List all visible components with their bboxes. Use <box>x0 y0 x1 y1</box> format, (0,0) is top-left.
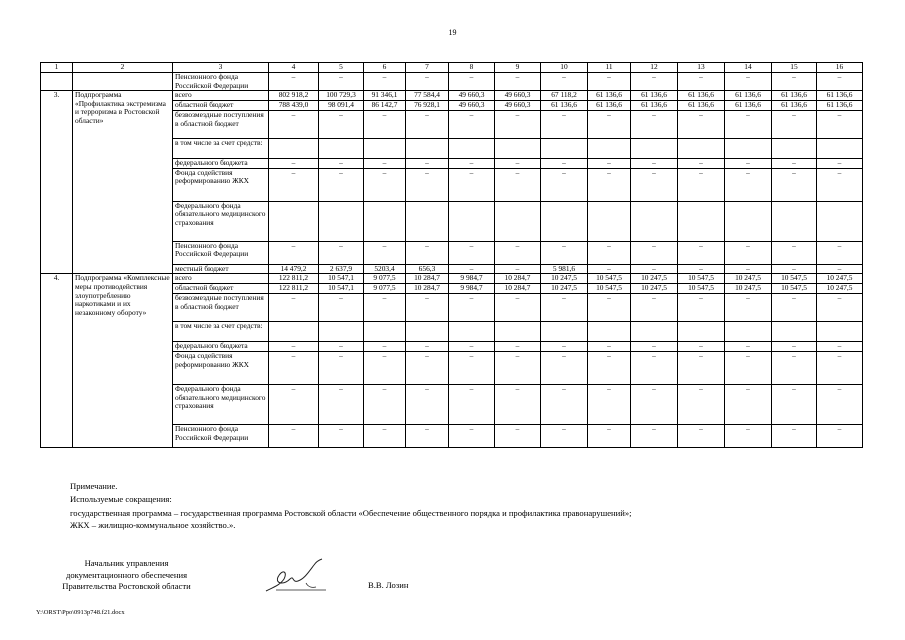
funding-value-cell <box>678 322 725 342</box>
funding-value-cell: – <box>269 241 319 264</box>
funding-value-cell <box>588 139 631 159</box>
funding-value-cell <box>319 201 364 241</box>
column-number-header: 8 <box>449 63 495 73</box>
funding-value-cell: – <box>678 424 725 447</box>
funding-value-cell: 10 247,5 <box>631 274 678 284</box>
funding-value-cell: – <box>406 159 449 169</box>
funding-value-cell: 61 136,6 <box>588 91 631 101</box>
funding-value-cell: 77 584,4 <box>406 91 449 101</box>
funding-source: Фонда содействия реформированию ЖКХ <box>173 168 269 201</box>
funding-value-cell: – <box>725 294 772 322</box>
funding-value-cell: – <box>772 159 817 169</box>
table-row <box>41 73 863 91</box>
column-number-header: 9 <box>495 63 541 73</box>
funding-value-cell: – <box>817 351 863 384</box>
funding-value-cell: – <box>319 384 364 424</box>
funding-value-cell: – <box>817 264 863 274</box>
funding-value-cell: 100 729,3 <box>319 91 364 101</box>
table-header-row <box>41 63 863 73</box>
funding-value-cell: – <box>364 241 406 264</box>
funding-value-cell: – <box>631 384 678 424</box>
funding-value-cell <box>406 201 449 241</box>
funding-value-cell: 91 346,1 <box>364 91 406 101</box>
subprogram-name: Подпрограмма «Комплексные меры противодействия злоупотреблению наркотиками и их незаконному обороту» <box>73 274 173 448</box>
column-number-header: 16 <box>817 63 863 73</box>
funding-value-cell <box>817 201 863 241</box>
funding-value-cell: – <box>725 351 772 384</box>
funding-value-cell <box>631 201 678 241</box>
funding-value-cell: – <box>817 294 863 322</box>
funding-value-cell: – <box>364 384 406 424</box>
funding-value-cell: – <box>319 159 364 169</box>
funding-source: областной бюджет <box>173 284 269 294</box>
funding-source: Федерального фонда обязательного медицинского страхования <box>173 384 269 424</box>
funding-value-cell: – <box>495 111 541 139</box>
funding-value-cell: – <box>588 384 631 424</box>
funding-value-cell <box>631 139 678 159</box>
funding-value-cell: 10 247,5 <box>541 284 588 294</box>
funding-value-cell: – <box>364 111 406 139</box>
funding-value-cell <box>269 322 319 342</box>
funding-value-cell: – <box>269 159 319 169</box>
funding-value-cell: – <box>631 111 678 139</box>
funding-value-cell: – <box>269 384 319 424</box>
funding-value-cell: 10 547,5 <box>772 274 817 284</box>
funding-value-cell: – <box>495 159 541 169</box>
note-title: Примечание. <box>70 481 118 491</box>
column-number-header: 5 <box>319 63 364 73</box>
signatory-line-1: Начальник управления <box>84 558 169 568</box>
funding-value-cell: 49 660,3 <box>495 91 541 101</box>
funding-value-cell <box>449 322 495 342</box>
funding-value-cell: – <box>541 159 588 169</box>
funding-value-cell: – <box>269 111 319 139</box>
funding-value-cell: – <box>495 342 541 352</box>
funding-value-cell <box>495 201 541 241</box>
funding-value-cell: – <box>406 73 449 91</box>
funding-value-cell: – <box>495 264 541 274</box>
funding-value-cell: 61 136,6 <box>678 91 725 101</box>
funding-value-cell <box>817 322 863 342</box>
signatory-name: В.В. Лозин <box>368 580 409 590</box>
funding-value-cell: 49 660,3 <box>449 101 495 111</box>
funding-value-cell: – <box>449 111 495 139</box>
signatory-line-3: Правительства Ростовской области <box>62 581 191 591</box>
funding-value-cell: – <box>495 424 541 447</box>
funding-value-cell: – <box>631 342 678 352</box>
row-number: 4. <box>41 274 73 448</box>
funding-value-cell: – <box>772 424 817 447</box>
note-subtitle: Используемые сокращения: <box>70 494 172 504</box>
column-number-header: 7 <box>406 63 449 73</box>
funding-value-cell <box>631 322 678 342</box>
funding-source: безвозмездные поступления в областной бюджет <box>173 111 269 139</box>
funding-value-cell: 61 136,6 <box>817 91 863 101</box>
funding-value-cell: – <box>364 159 406 169</box>
funding-value-cell: – <box>541 168 588 201</box>
funding-source: местный бюджет <box>173 264 269 274</box>
column-number-header: 10 <box>541 63 588 73</box>
funding-value-cell: – <box>817 111 863 139</box>
funding-value-cell: – <box>364 342 406 352</box>
funding-source: федерального бюджета <box>173 342 269 352</box>
funding-value-cell: 98 091,4 <box>319 101 364 111</box>
funding-value-cell: 67 118,2 <box>541 91 588 101</box>
funding-value-cell <box>588 322 631 342</box>
funding-value-cell: – <box>541 424 588 447</box>
column-number-header: 6 <box>364 63 406 73</box>
column-number-header: 2 <box>73 63 173 73</box>
funding-value-cell: 61 136,6 <box>725 101 772 111</box>
funding-value-cell: – <box>817 384 863 424</box>
funding-value-cell: 10 547,5 <box>678 274 725 284</box>
funding-value-cell: – <box>449 342 495 352</box>
funding-value-cell: 10 284,7 <box>406 284 449 294</box>
funding-value-cell: – <box>406 168 449 201</box>
funding-value-cell: 10 284,7 <box>406 274 449 284</box>
funding-value-cell: – <box>319 424 364 447</box>
funding-source: всего <box>173 274 269 284</box>
funding-value-cell: – <box>725 424 772 447</box>
funding-value-cell: – <box>449 241 495 264</box>
funding-value-cell: 61 136,6 <box>541 101 588 111</box>
funding-value-cell: – <box>495 241 541 264</box>
funding-value-cell: – <box>541 342 588 352</box>
funding-value-cell: – <box>269 73 319 91</box>
funding-value-cell <box>817 139 863 159</box>
funding-value-cell: 61 136,6 <box>772 101 817 111</box>
funding-value-cell: – <box>588 241 631 264</box>
funding-value-cell: 9 984,7 <box>449 284 495 294</box>
funding-value-cell: 10 247,5 <box>541 274 588 284</box>
table-row <box>41 91 863 101</box>
funding-value-cell: – <box>817 342 863 352</box>
funding-value-cell: – <box>406 424 449 447</box>
funding-value-cell: – <box>678 264 725 274</box>
funding-value-cell: – <box>725 241 772 264</box>
column-number-header: 11 <box>588 63 631 73</box>
funding-value-cell <box>319 322 364 342</box>
funding-source: Пенсионного фонда Российской Федерации <box>173 424 269 447</box>
funding-source: в том числе за счет средств: <box>173 139 269 159</box>
funding-value-cell: – <box>817 168 863 201</box>
funding-value-cell: – <box>319 168 364 201</box>
funding-source: федерального бюджета <box>173 159 269 169</box>
funding-value-cell: – <box>817 241 863 264</box>
funding-value-cell: – <box>449 424 495 447</box>
funding-value-cell: 9 077,5 <box>364 274 406 284</box>
row-number: 3. <box>41 91 73 274</box>
column-number-header: 12 <box>631 63 678 73</box>
funding-value-cell: – <box>364 73 406 91</box>
funding-value-cell: – <box>772 111 817 139</box>
funding-value-cell: – <box>364 424 406 447</box>
funding-value-cell: – <box>678 111 725 139</box>
funding-source: всего <box>173 91 269 101</box>
funding-value-cell: – <box>678 159 725 169</box>
funding-value-cell: – <box>588 159 631 169</box>
note-line-program: государственная программа – государственная программа Ростовской области «Обеспечение общественного порядка и профилактика правонарушений»; <box>70 508 632 518</box>
funding-value-cell: – <box>541 384 588 424</box>
funding-value-cell <box>364 201 406 241</box>
funding-value-cell: 2 637,9 <box>319 264 364 274</box>
funding-value-cell: – <box>725 342 772 352</box>
funding-value-cell: 656,3 <box>406 264 449 274</box>
handwritten-signature <box>262 557 332 597</box>
funding-value-cell: 9 077,5 <box>364 284 406 294</box>
table-row <box>41 274 863 284</box>
funding-value-cell: – <box>725 159 772 169</box>
funding-value-cell: 76 928,1 <box>406 101 449 111</box>
funding-value-cell: – <box>631 241 678 264</box>
funding-value-cell: – <box>319 342 364 352</box>
funding-value-cell: – <box>495 384 541 424</box>
funding-value-cell: 10 247,5 <box>725 284 772 294</box>
funding-value-cell: – <box>678 294 725 322</box>
funding-value-cell <box>588 201 631 241</box>
funding-value-cell: – <box>772 384 817 424</box>
funding-value-cell: – <box>319 351 364 384</box>
row-number <box>41 73 73 91</box>
funding-value-cell: – <box>269 168 319 201</box>
funding-value-cell: – <box>772 264 817 274</box>
page-number: 19 <box>448 28 457 37</box>
funding-value-cell: – <box>631 159 678 169</box>
funding-value-cell: – <box>449 351 495 384</box>
funding-value-cell: – <box>406 384 449 424</box>
funding-value-cell: – <box>631 424 678 447</box>
funding-value-cell <box>269 201 319 241</box>
funding-value-cell: – <box>817 159 863 169</box>
funding-value-cell: 9 984,7 <box>449 274 495 284</box>
funding-value-cell: – <box>541 241 588 264</box>
funding-value-cell: 10 247,5 <box>817 284 863 294</box>
funding-value-cell: – <box>631 168 678 201</box>
funding-value-cell <box>319 139 364 159</box>
funding-value-cell: – <box>495 351 541 384</box>
funding-value-cell: – <box>449 384 495 424</box>
funding-value-cell: – <box>588 424 631 447</box>
funding-value-cell: – <box>772 241 817 264</box>
funding-value-cell: 61 136,6 <box>588 101 631 111</box>
funding-value-cell <box>772 139 817 159</box>
funding-value-cell: – <box>449 294 495 322</box>
funding-value-cell: – <box>364 294 406 322</box>
funding-value-cell: – <box>588 351 631 384</box>
funding-value-cell: – <box>678 168 725 201</box>
note-line-zhkh: ЖКХ – жилищно-коммунальное хозяйство.». <box>70 520 236 530</box>
funding-value-cell: – <box>319 294 364 322</box>
funding-value-cell: – <box>772 168 817 201</box>
funding-value-cell: – <box>588 111 631 139</box>
signatory-line-2: документационного обеспечения <box>65 569 188 580</box>
funding-value-cell: 802 918,2 <box>269 91 319 101</box>
funding-value-cell: – <box>269 342 319 352</box>
funding-value-cell <box>406 322 449 342</box>
funding-source: Пенсионного фонда Российской Федерации <box>173 241 269 264</box>
funding-value-cell: 5203,4 <box>364 264 406 274</box>
funding-value-cell <box>449 139 495 159</box>
funding-value-cell: – <box>449 168 495 201</box>
funding-value-cell: 61 136,6 <box>725 91 772 101</box>
funding-value-cell: – <box>541 111 588 139</box>
funding-value-cell: 10 247,5 <box>631 284 678 294</box>
funding-value-cell <box>541 201 588 241</box>
funding-value-cell: – <box>588 342 631 352</box>
funding-value-cell <box>495 139 541 159</box>
funding-value-cell: 10 284,7 <box>495 284 541 294</box>
subprogram-name <box>73 73 173 91</box>
funding-value-cell: 10 284,7 <box>495 274 541 284</box>
funding-value-cell: – <box>678 73 725 91</box>
funding-value-cell: – <box>588 294 631 322</box>
funding-value-cell: – <box>588 264 631 274</box>
funding-value-cell: – <box>678 384 725 424</box>
funding-value-cell: – <box>541 73 588 91</box>
funding-value-cell <box>364 322 406 342</box>
funding-value-cell: – <box>631 264 678 274</box>
funding-value-cell: 49 660,3 <box>449 91 495 101</box>
funding-value-cell: – <box>495 294 541 322</box>
funding-value-cell: 10 547,5 <box>772 284 817 294</box>
funding-value-cell: 10 547,1 <box>319 274 364 284</box>
funding-value-cell: 86 142,7 <box>364 101 406 111</box>
funding-value-cell: – <box>495 73 541 91</box>
funding-value-cell: – <box>678 241 725 264</box>
funding-value-cell <box>495 322 541 342</box>
funding-value-cell: 61 136,6 <box>772 91 817 101</box>
funding-value-cell: 61 136,6 <box>631 91 678 101</box>
funding-value-cell: – <box>678 351 725 384</box>
funding-source: областной бюджет <box>173 101 269 111</box>
funding-value-cell: – <box>495 168 541 201</box>
funding-value-cell: – <box>541 294 588 322</box>
funding-value-cell: 49 660,3 <box>495 101 541 111</box>
column-number-header: 13 <box>678 63 725 73</box>
funding-value-cell: 10 247,5 <box>725 274 772 284</box>
funding-source: безвозмездные поступления в областной бюджет <box>173 294 269 322</box>
funding-value-cell: – <box>817 73 863 91</box>
funding-value-cell: 788 439,0 <box>269 101 319 111</box>
funding-value-cell <box>725 201 772 241</box>
funding-value-cell: – <box>725 111 772 139</box>
funding-value-cell <box>725 322 772 342</box>
funding-value-cell: – <box>772 342 817 352</box>
funding-value-cell: – <box>449 159 495 169</box>
funding-value-cell: – <box>772 73 817 91</box>
funding-value-cell: 10 547,5 <box>588 284 631 294</box>
funding-value-cell: 10 547,5 <box>678 284 725 294</box>
funding-value-cell <box>772 201 817 241</box>
funding-value-cell: – <box>406 111 449 139</box>
funding-value-cell <box>364 139 406 159</box>
funding-value-cell: – <box>364 351 406 384</box>
funding-value-cell <box>406 139 449 159</box>
funding-value-cell: 61 136,6 <box>817 101 863 111</box>
funding-value-cell: – <box>772 351 817 384</box>
funding-value-cell: – <box>319 73 364 91</box>
column-number-header: 15 <box>772 63 817 73</box>
funding-value-cell: 10 247,5 <box>817 274 863 284</box>
funding-value-cell <box>772 322 817 342</box>
funding-value-cell: – <box>817 424 863 447</box>
subprogram-name: Подпрограмма «Профилактика экстремизма и терроризма в Ростовской области» <box>73 91 173 274</box>
funding-value-cell: 122 811,2 <box>269 284 319 294</box>
funding-source: Фонда содействия реформированию ЖКХ <box>173 351 269 384</box>
funding-value-cell: – <box>449 73 495 91</box>
funding-source: Пенсионного фонда Российской Федерации <box>173 73 269 91</box>
funding-value-cell: – <box>406 351 449 384</box>
funding-value-cell: 5 981,6 <box>541 264 588 274</box>
funding-value-cell: – <box>269 351 319 384</box>
funding-value-cell: – <box>631 351 678 384</box>
funding-value-cell: – <box>269 294 319 322</box>
funding-value-cell <box>541 139 588 159</box>
funding-value-cell <box>541 322 588 342</box>
funding-value-cell: – <box>772 294 817 322</box>
funding-value-cell <box>678 201 725 241</box>
funding-value-cell: – <box>631 294 678 322</box>
financing-table <box>40 62 863 448</box>
funding-value-cell: 14 479,2 <box>269 264 319 274</box>
funding-value-cell: 10 547,1 <box>319 284 364 294</box>
file-path: Y:\ORST\Ppo\0913p748.f21.docx <box>36 609 125 616</box>
column-number-header: 14 <box>725 63 772 73</box>
funding-value-cell: – <box>541 351 588 384</box>
funding-value-cell: – <box>406 294 449 322</box>
funding-value-cell: 61 136,6 <box>631 101 678 111</box>
funding-value-cell: – <box>269 424 319 447</box>
funding-value-cell: 122 811,2 <box>269 274 319 284</box>
funding-value-cell: – <box>406 342 449 352</box>
funding-value-cell: – <box>406 241 449 264</box>
funding-value-cell <box>678 139 725 159</box>
column-number-header: 4 <box>269 63 319 73</box>
funding-value-cell: – <box>725 264 772 274</box>
funding-source: Федерального фонда обязательного медицинского страхования <box>173 201 269 241</box>
funding-value-cell: – <box>319 111 364 139</box>
funding-value-cell <box>725 139 772 159</box>
funding-value-cell: – <box>588 168 631 201</box>
funding-value-cell: – <box>449 264 495 274</box>
signatory-position <box>44 558 209 593</box>
funding-value-cell: – <box>631 73 678 91</box>
funding-value-cell: 61 136,6 <box>678 101 725 111</box>
funding-value-cell: – <box>725 73 772 91</box>
funding-value-cell: – <box>725 168 772 201</box>
funding-value-cell <box>449 201 495 241</box>
funding-value-cell: – <box>364 168 406 201</box>
funding-value-cell: 10 547,5 <box>588 274 631 284</box>
funding-value-cell: – <box>588 73 631 91</box>
funding-value-cell <box>269 139 319 159</box>
column-number-header: 1 <box>41 63 73 73</box>
funding-value-cell: – <box>725 384 772 424</box>
column-number-header: 3 <box>173 63 269 73</box>
funding-value-cell: – <box>678 342 725 352</box>
funding-value-cell: – <box>319 241 364 264</box>
funding-source: в том числе за счет средств: <box>173 322 269 342</box>
